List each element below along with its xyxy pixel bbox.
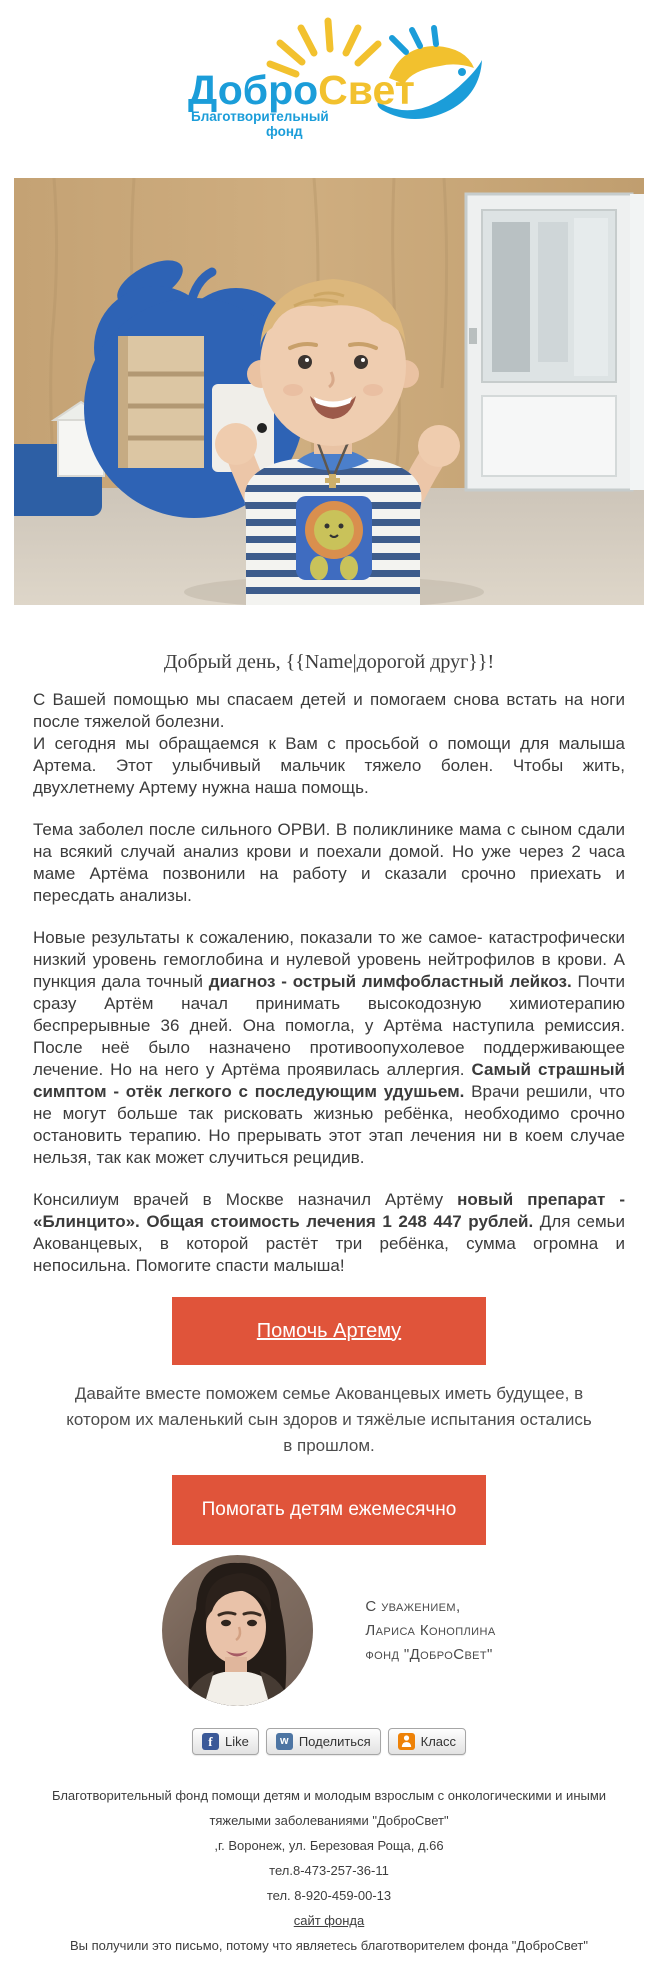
signature-line: С уважением, xyxy=(365,1597,461,1615)
social-buttons xyxy=(0,1728,658,1755)
ok-class-label: Класс xyxy=(420,1734,457,1749)
portrait-photo xyxy=(162,1555,313,1706)
footer-about: Благотворительный фонд помощи детям и молодым взрослым с онкологическими и иными тяжелыми заболеваниями "ДоброСвет" xyxy=(51,1788,607,1828)
odnoklassniki-icon xyxy=(398,1733,415,1750)
body-paragraph: С Вашей помощью мы спасаем детей и помогаем снова встать на ноги после тяжелой болезни. И сегодня мы обращаемся к Вам с просьбой о помощи для малыша Артема. Этот улыбчивый мальчик тяжело болен. Чтобы жить, двухлетнему Артему нужна наша помощь. xyxy=(33,690,625,797)
signature-block xyxy=(0,1555,658,1706)
child-photo xyxy=(14,178,644,605)
body-text xyxy=(33,689,625,1277)
facebook-icon: f xyxy=(202,1733,219,1750)
body-paragraph: Новые результаты к сожалению, показали то же самое- катастрофически низкий уровень гемоглобина и нулевой уровень нейтрофилов в крови. А пункция дала точный диагноз - острый лимфобластный лейкоз. Почти сразу Артём начал принимать высокодозную химиотерапию беспрерывные 36 дней. Она помогла, у Артёма наступила ремиссия. После неё было назначено противоопухолевое поддерживающее лечение. Но на него у Артёма проявилась аллергия. Самый страшный симптом - отёк легкого с последующим удушьем. Врачи решили, что не могут больше так рисковать жизнью ребёнка, необходимо срочно остановить терапию. Но прерывать этот этап лечения ни в коем случае нельзя, так как может случиться рецидив. xyxy=(33,928,625,1167)
vk-icon: w xyxy=(276,1733,293,1750)
ok-class-button[interactable] xyxy=(388,1728,466,1755)
footer-address: ,г. Воронеж, ул. Березовая Роща, д.66 xyxy=(214,1838,444,1853)
footer xyxy=(0,1783,658,1958)
footer-phone-1: тел.8-473-257-36-11 xyxy=(269,1863,389,1878)
logo-wordmark: ДоброСвет xyxy=(188,67,415,113)
facebook-like-label: Like xyxy=(224,1734,249,1749)
greeting: Добрый день, {{Name|дорогой друг}}! xyxy=(163,651,495,673)
facebook-like-button[interactable] xyxy=(192,1728,259,1755)
logo-subtitle-1: Благотворительный xyxy=(191,109,329,124)
vk-share-button[interactable] xyxy=(266,1728,381,1755)
closing-text: Давайте вместе поможем семье Акованцевых иметь будущее, в котором их маленький сын здоров и тяжёлые испытания остались в прошлом. xyxy=(66,1384,592,1455)
signature-text xyxy=(365,1595,495,1667)
logo xyxy=(0,0,658,138)
footer-phone-2: тел. 8-920-459-00-13 xyxy=(266,1888,392,1903)
signature-line: фонд "ДоброСвет" xyxy=(365,1645,493,1663)
body-paragraph: Консилиум врачей в Москве назначил Артёму новый препарат - «Блинцито». Общая стоимость лечения 1 248 447 рублей. Для семьи Акованцевых, в которой растёт три ребёнка, сумма огромна и непосильна. Помогите спасти малыша! xyxy=(33,1190,625,1275)
body-paragraph: Тема заболел после сильного ОРВИ. В поликлинике мама с сыном сдали на всякий случай анализ крови и поехали домой. Но уже через 2 часа маме Артёма позвонили на работу и сказали срочно приехать и пересдать анализы. xyxy=(33,820,625,905)
vk-share-label: Поделиться xyxy=(298,1734,371,1749)
help-artem-button[interactable]: Помочь Артему xyxy=(172,1297,486,1365)
dobrosvet-logo-icon xyxy=(174,16,484,140)
logo-subtitle-2: фонд xyxy=(266,124,303,139)
fund-site-link[interactable]: сайт фонда xyxy=(293,1913,365,1928)
footer-disclaimer: Вы получили это письмо, потому что являетесь благотворителем фонда "ДоброСвет" xyxy=(69,1938,589,1953)
monthly-donate-button[interactable]: Помогать детям ежемесячно xyxy=(172,1475,486,1545)
lion-print xyxy=(296,496,372,580)
signature-line: Лариса Коноплина xyxy=(365,1621,496,1639)
door xyxy=(466,194,644,490)
